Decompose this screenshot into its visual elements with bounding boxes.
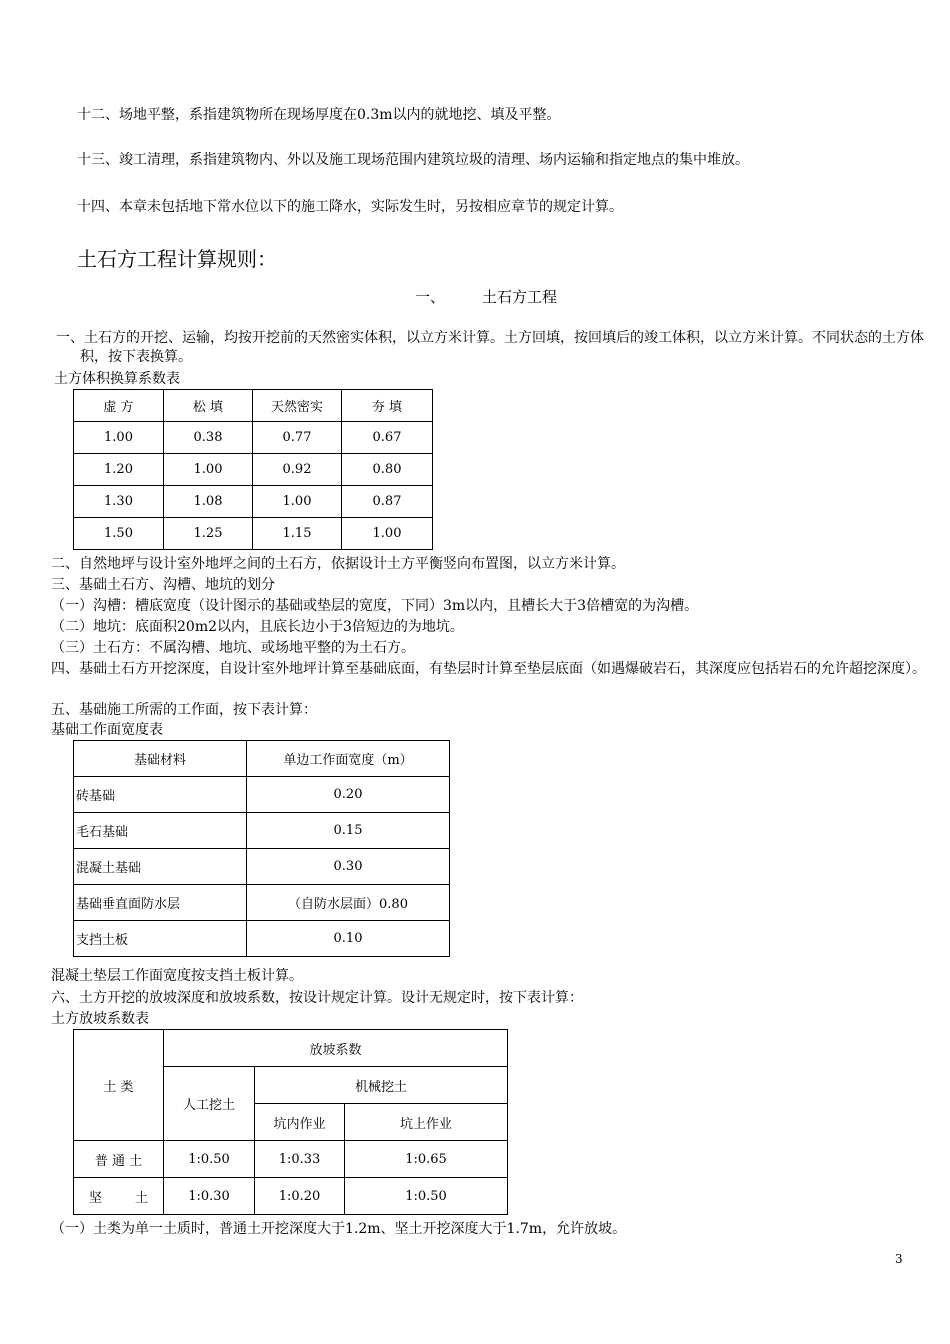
paragraph-2: 二、自然地坪与设计室外地坪之间的土石方，依据设计土方平衡竖向布置图，以立方米计算。 bbox=[51, 556, 625, 572]
table-cell: （自防水层面）0.80 bbox=[247, 885, 450, 921]
table-cell: 1.15 bbox=[253, 518, 342, 550]
table-row bbox=[74, 885, 450, 921]
table-cell: 0.92 bbox=[253, 454, 342, 486]
table-cell: 1.00 bbox=[342, 518, 433, 550]
table-cell: 0.67 bbox=[342, 422, 433, 454]
table-row bbox=[74, 777, 450, 813]
table-cell: 1.25 bbox=[164, 518, 253, 550]
section-title: 土石方工程 bbox=[482, 288, 558, 306]
table-cell: 0.30 bbox=[247, 849, 450, 885]
table-cell: 1:0.65 bbox=[345, 1141, 508, 1178]
paragraph-3: 三、基础土石方、沟槽、地坑的划分 bbox=[51, 577, 275, 593]
paragraph-5: 五、基础施工所需的工作面，按下表计算： bbox=[51, 702, 317, 718]
table-cell: 混凝土基础 bbox=[74, 849, 247, 885]
table-row bbox=[74, 813, 450, 849]
machine-excavation-header: 机械挖土 bbox=[255, 1067, 508, 1104]
rule-13: 十三、竣工清理，系指建筑物内、外以及施工现场范围内建筑垃圾的清理、场内运输和指定地点的集中堆放。 bbox=[77, 152, 749, 168]
slope-coefficient-table bbox=[73, 1029, 508, 1215]
paragraph-3-3: （三）土石方：不属沟槽、地坑、或场地平整的为土石方。 bbox=[51, 640, 415, 656]
table-row bbox=[74, 422, 433, 454]
table-header-row bbox=[74, 741, 450, 777]
table-cell: 1:0.50 bbox=[345, 1178, 508, 1215]
table-header-cell: 松 填 bbox=[164, 390, 253, 422]
soil-type-header: 土 类 bbox=[74, 1030, 164, 1141]
table-cell: 0.77 bbox=[253, 422, 342, 454]
table2-caption: 基础工作面宽度表 bbox=[51, 722, 163, 738]
table-cell: 支挡土板 bbox=[74, 921, 247, 957]
table-cell: 0.80 bbox=[342, 454, 433, 486]
slope-coefficient-header: 放坡系数 bbox=[164, 1030, 508, 1067]
table-cell: 1:0.30 bbox=[164, 1178, 255, 1215]
table-row bbox=[74, 518, 433, 550]
paragraph-4: 四、基础土石方开挖深度，自设计室外地坪计算至基础底面，有垫层时计算至垫层底面（如遇爆破岩石，其深度应包括岩石的允许超挖深度）。 bbox=[51, 661, 926, 677]
table-cell: 0.87 bbox=[342, 486, 433, 518]
paragraph-6: 六、土方开挖的放坡深度和放坡系数，按设计规定计算。设计无规定时，按下表计算： bbox=[51, 990, 583, 1006]
table-cell: 1.00 bbox=[253, 486, 342, 518]
table-cell: 1.50 bbox=[74, 518, 164, 550]
table-cell: 毛石基础 bbox=[74, 813, 247, 849]
volume-conversion-table bbox=[73, 389, 433, 550]
rule-12: 十二、场地平整，系指建筑物所在现场厚度在0.3m以内的就地挖、填及平整。 bbox=[77, 107, 561, 123]
table-header-cell: 天然密实 bbox=[253, 390, 342, 422]
paragraph-3-1: （一）沟槽：槽底宽度（设计图示的基础或垫层的宽度，下同）3m以内，且槽长大于3倍槽宽的为沟槽。 bbox=[51, 598, 699, 614]
table-header-cell: 单边工作面宽度（m） bbox=[247, 741, 450, 777]
table-header-cell: 虚 方 bbox=[74, 390, 164, 422]
section-heading: 土石方工程计算规则： bbox=[77, 247, 277, 271]
manual-excavation-header: 人工挖土 bbox=[164, 1067, 255, 1141]
table-row bbox=[74, 1178, 508, 1215]
paragraph-1: 一、土石方的开挖、运输，均按开挖前的天然密实体积，以立方米计算。土方回填，按回填后的竣工体积，以立方米计算。不同状态的土方体积，按下表换算。 bbox=[56, 330, 924, 365]
table-cell: 普 通 土 bbox=[74, 1141, 164, 1178]
table3-caption: 土方放坡系数表 bbox=[51, 1011, 149, 1027]
on-pit-header: 坑上作业 bbox=[345, 1104, 508, 1141]
table1-caption: 土方体积换算系数表 bbox=[54, 371, 180, 387]
paragraph-3-2: （二）地坑：底面积20m2以内，且底长边小于3倍短边的为地坑。 bbox=[51, 619, 464, 635]
table-cell: 1.20 bbox=[74, 454, 164, 486]
table-cell: 1.30 bbox=[74, 486, 164, 518]
table-cell: 1.00 bbox=[74, 422, 164, 454]
table-cell: 1:0.33 bbox=[255, 1141, 345, 1178]
table-cell: 1.08 bbox=[164, 486, 253, 518]
table-cell: 坚 土 bbox=[74, 1178, 164, 1215]
table-cell: 0.20 bbox=[247, 777, 450, 813]
table-row bbox=[74, 849, 450, 885]
table-row bbox=[74, 921, 450, 957]
table-cell: 砖基础 bbox=[74, 777, 247, 813]
rule-14: 十四、本章未包括地下常水位以下的施工降水，实际发生时，另按相应章节的规定计算。 bbox=[77, 199, 623, 215]
section-number: 一、 bbox=[415, 288, 446, 306]
table-header-cell: 夯 填 bbox=[342, 390, 433, 422]
table-cell: 1:0.50 bbox=[164, 1141, 255, 1178]
table-row bbox=[74, 486, 433, 518]
page-number: 3 bbox=[895, 1252, 903, 1266]
table-row bbox=[74, 1141, 508, 1178]
work-surface-width-table bbox=[73, 740, 450, 957]
note-concrete-cushion: 混凝土垫层工作面宽度按支挡土板计算。 bbox=[51, 968, 303, 984]
table-header-cell: 基础材料 bbox=[74, 741, 247, 777]
table-cell: 0.38 bbox=[164, 422, 253, 454]
table-cell: 0.10 bbox=[247, 921, 450, 957]
table-header-row bbox=[74, 390, 433, 422]
table-cell: 1:0.20 bbox=[255, 1178, 345, 1215]
table-cell: 基础垂直面防水层 bbox=[74, 885, 247, 921]
in-pit-header: 坑内作业 bbox=[255, 1104, 345, 1141]
table-cell: 0.15 bbox=[247, 813, 450, 849]
note-slope: （一）土类为单一土质时，普通土开挖深度大于1.2m、坚土开挖深度大于1.7m，允许放坡。 bbox=[51, 1221, 627, 1237]
table-header-row bbox=[74, 1030, 508, 1067]
table-cell: 1.00 bbox=[164, 454, 253, 486]
table-row bbox=[74, 454, 433, 486]
